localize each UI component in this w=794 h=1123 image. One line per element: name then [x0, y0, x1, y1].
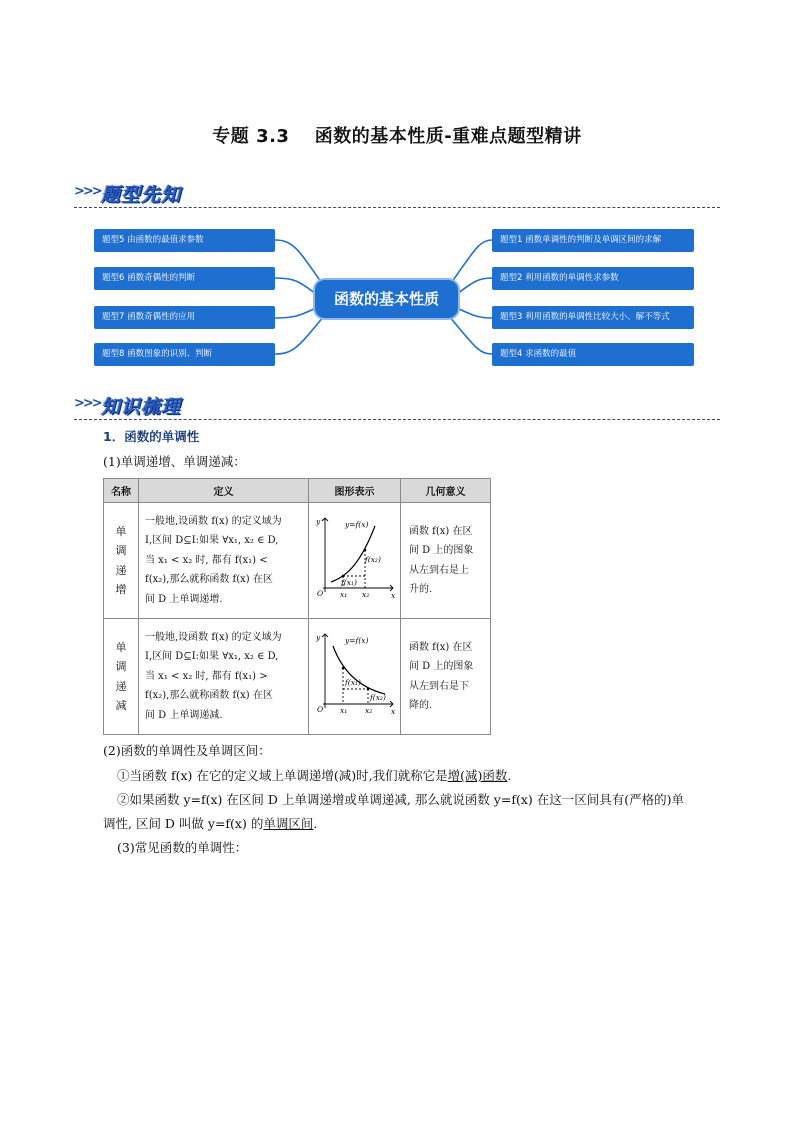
table-header-cell: 几何意义: [401, 479, 491, 503]
section-label: 知识梳理: [101, 396, 182, 418]
row-name-cell: 单 调 递 增: [104, 503, 139, 619]
dashed-divider: [74, 207, 720, 208]
section-arrows-icon: >>>: [74, 396, 101, 411]
definition-cell: 一般地,设函数 f(x) 的定义域为 I,区间 D⊆I:如果 ∀x₁, x₂ ∈ D, 当 x₁ < x₂ 时, 都有 f(x₁) < f(x₂),那么就称函数 f(x) 在区 间 D 上单调递增.: [139, 503, 309, 619]
svg-text:f(x₁): f(x₁): [344, 677, 361, 687]
decreasing-function-graph: [313, 628, 397, 718]
svg-text:x₁: x₁: [339, 705, 347, 715]
increasing-function-graph: [313, 512, 397, 602]
svg-text:x: x: [390, 706, 395, 716]
svg-text:y: y: [315, 632, 320, 642]
paragraph-monotonic-interval-line2: 调性, 区间 D 叫做 y=f(x) 的单调区间.: [103, 816, 318, 831]
svg-text:x₁: x₁: [339, 589, 347, 599]
svg-text:x₂: x₂: [361, 589, 369, 599]
table-row: [104, 503, 491, 619]
mindmap-node-type2: 题型2 利用函数的单调性求参数: [492, 267, 694, 290]
mindmap-node-type5: 题型5 由函数的最值求参数: [94, 229, 275, 252]
row-name-cell: 单 调 递 减: [104, 619, 139, 735]
mindmap-node-type3: 题型3 利用函数的单调性比较大小、解不等式: [492, 306, 694, 329]
geometric-meaning-cell: 函数 f(x) 在区 间 D 上的图象 从左到右是上 升的.: [401, 503, 491, 619]
monotonicity-table: [103, 478, 491, 735]
graph-cell: [309, 503, 401, 619]
svg-text:x₂: x₂: [364, 705, 372, 715]
heading-monotonicity: 1．函数的单调性: [103, 429, 200, 444]
svg-text:y=f(x): y=f(x): [344, 635, 368, 645]
mindmap-node-type6: 题型6 函数奇偶性的判断: [94, 267, 275, 290]
graph-cell: [309, 619, 401, 735]
svg-text:f(x₂): f(x₂): [364, 554, 381, 564]
svg-text:x: x: [390, 590, 395, 600]
underlined-term: 增(减)函数: [447, 768, 508, 783]
mindmap-node-type1: 题型1 函数单调性的判断及单调区间的求解: [492, 229, 694, 252]
subheading-2: (2)函数的单调性及单调区间：: [103, 743, 271, 758]
section-header-preview: [74, 180, 720, 210]
dashed-divider: [74, 419, 720, 420]
svg-text:f(x₁): f(x₁): [340, 577, 357, 587]
svg-text:O: O: [316, 704, 323, 714]
svg-text:O: O: [316, 588, 323, 598]
paragraph-increasing-function: ①当函数 f(x) 在它的定义域上单调递增(减)时,我们就称它是增(减)函数.: [117, 768, 512, 783]
mindmap-node-type4: 题型4 求函数的最值: [492, 343, 694, 366]
page-title: 专题 3.3 函数的基本性质-重难点题型精讲: [212, 126, 582, 147]
svg-text:f(x₂): f(x₂): [369, 692, 386, 702]
section-label: 题型先知: [101, 184, 182, 206]
subheading-1: (1)单调递增、单调递减：: [103, 454, 246, 469]
mindmap-node-type7: 题型7 函数奇偶性的应用: [94, 306, 275, 329]
topic-mindmap: [94, 226, 694, 372]
paragraph-monotonic-interval-line1: ②如果函数 y=f(x) 在区间 D 上单调递增或单调递减, 那么就说函数 y=f(x) 在这一区间具有(严格的)单: [117, 792, 684, 807]
svg-text:y: y: [315, 516, 320, 526]
underlined-term: 单调区间: [263, 816, 314, 831]
subheading-3: (3)常见函数的单调性：: [117, 840, 248, 855]
table-header-cell: 定义: [139, 479, 309, 503]
section-header-knowledge: [74, 392, 720, 422]
svg-text:y=f(x): y=f(x): [344, 519, 368, 529]
mindmap-center-node: 函数的基本性质: [313, 278, 460, 320]
section-arrows-icon: >>>: [74, 184, 101, 199]
definition-cell: 一般地,设函数 f(x) 的定义域为 I,区间 D⊆I:如果 ∀x₁, x₂ ∈ D, 当 x₁ < x₂ 时, 都有 f(x₁) > f(x₂),那么就称函数 f(x) 在区 间 D 上单调递减.: [139, 619, 309, 735]
table-header-row: [104, 479, 491, 503]
table-header-cell: 名称: [104, 479, 139, 503]
geometric-meaning-cell: 函数 f(x) 在区 间 D 上的图象 从左到右是下 降的.: [401, 619, 491, 735]
table-header-cell: 图形表示: [309, 479, 401, 503]
table-row: [104, 619, 491, 735]
mindmap-node-type8: 题型8 函数图象的识别、判断: [94, 343, 275, 366]
